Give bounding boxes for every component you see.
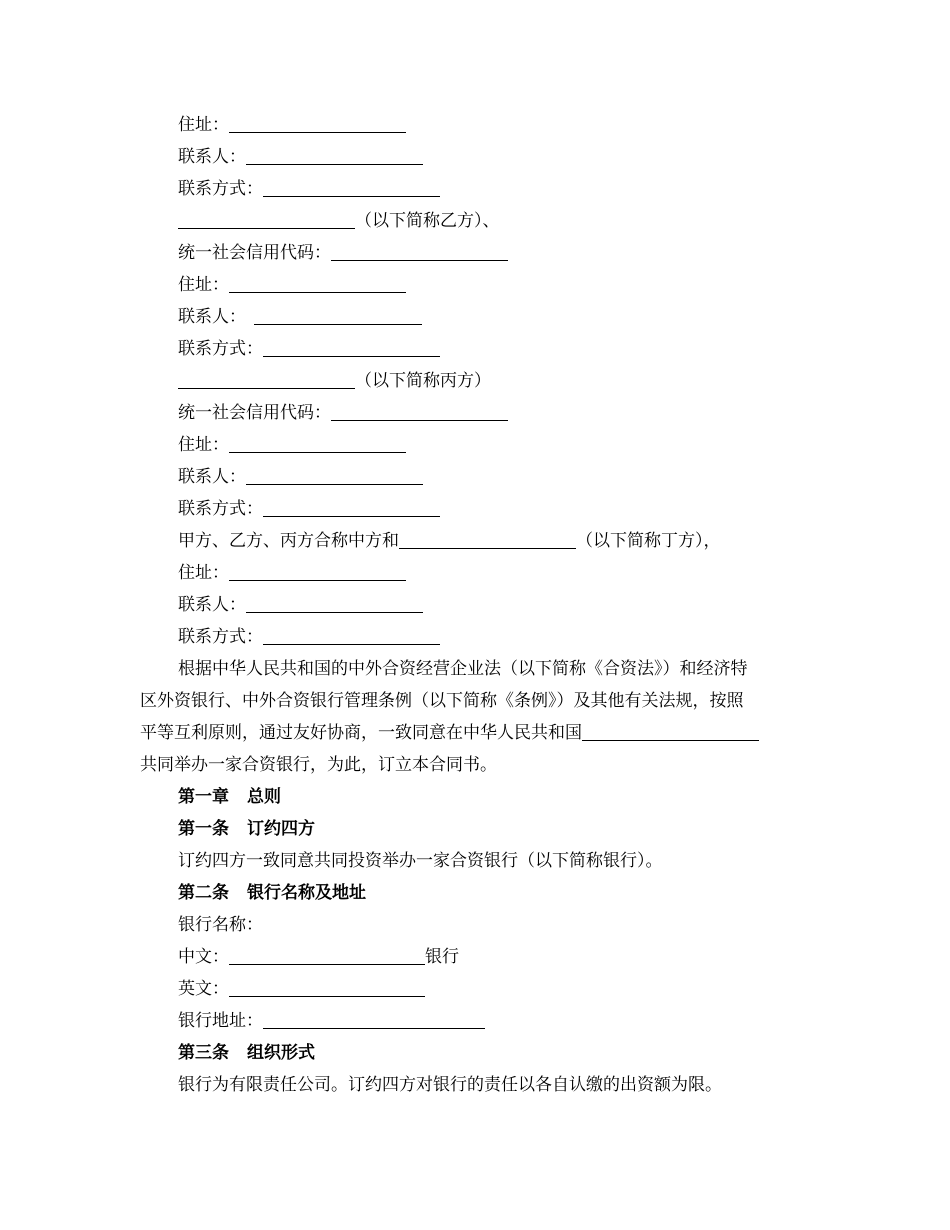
party-bing-credit-line xyxy=(178,401,508,425)
contact-blank[interactable] xyxy=(246,466,423,485)
phone-blank[interactable] xyxy=(263,498,440,517)
party-yi-name-blank[interactable] xyxy=(178,210,355,229)
cn-label: 中文： xyxy=(178,947,229,967)
contact-label: 联系人： xyxy=(178,595,246,615)
party-bing-contact-line xyxy=(178,465,423,489)
phone-label: 联系方式： xyxy=(178,499,263,519)
article-title: 订约四方 xyxy=(247,819,315,839)
party-yi-address-line xyxy=(178,273,406,297)
article-3-text: 银行为有限责任公司。订约四方对银行的责任以各自认缴的出资额为限。 xyxy=(178,1075,722,1095)
phone-label: 联系方式： xyxy=(178,627,263,647)
party-bing-name-blank[interactable] xyxy=(178,370,355,389)
article-title: 银行名称及地址 xyxy=(247,883,366,903)
cn-suffix: 银行 xyxy=(425,947,459,967)
preamble-line-4: 共同举办一家合资银行，为此，订立本合同书。 xyxy=(140,755,497,775)
phone-blank[interactable] xyxy=(263,338,440,357)
party-ding-suffix: （以下简称丁方）， xyxy=(576,531,721,551)
party-b-contact-line xyxy=(178,145,423,169)
address-blank[interactable] xyxy=(229,562,406,581)
party-ding-prefix: 甲方、乙方、丙方合称中方和 xyxy=(178,531,399,551)
party-yi-suffix: （以下简称乙方）、 xyxy=(355,211,500,231)
party-bing-phone-line xyxy=(178,497,440,521)
party-b-phone-line xyxy=(178,177,440,201)
phone-blank[interactable] xyxy=(263,178,440,197)
party-bing-name-line xyxy=(178,369,491,393)
preamble-line-1: 根据中华人民共和国的中外合资经营企业法（以下简称《合资法》）和经济特 xyxy=(178,659,748,679)
party-bing-suffix: （以下简称丙方） xyxy=(355,371,491,391)
credit-code-label: 统一社会信用代码： xyxy=(178,403,331,423)
bank-name-en-line xyxy=(178,977,425,1001)
credit-code-label: 统一社会信用代码： xyxy=(178,243,331,263)
contact-blank[interactable] xyxy=(246,594,423,613)
article-number: 第二条 xyxy=(178,883,229,903)
party-ding-phone-line xyxy=(178,625,440,649)
article-number: 第三条 xyxy=(178,1043,229,1063)
party-ding-name-blank[interactable] xyxy=(399,530,576,549)
contact-label: 联系人： xyxy=(178,467,246,487)
bank-address-label: 银行地址： xyxy=(178,1011,263,1031)
bank-address-blank[interactable] xyxy=(263,1010,485,1029)
bank-name-cn-blank[interactable] xyxy=(229,946,425,965)
address-blank[interactable] xyxy=(229,274,406,293)
contact-blank[interactable] xyxy=(254,306,422,325)
phone-blank[interactable] xyxy=(263,626,440,645)
chapter-1-heading xyxy=(178,785,281,809)
article-3-heading xyxy=(178,1041,315,1065)
contact-label: 联系人： xyxy=(178,307,246,327)
bank-name-en-blank[interactable] xyxy=(229,978,425,997)
article-2-heading xyxy=(178,881,366,905)
en-label: 英文： xyxy=(178,979,229,999)
preamble-line-3-text: 平等互利原则，通过友好协商，一致同意在中华人民共和国 xyxy=(140,723,582,743)
party-ding-intro-line xyxy=(178,529,721,553)
address-label: 住址： xyxy=(178,435,229,455)
address-blank[interactable] xyxy=(229,434,406,453)
phone-label: 联系方式： xyxy=(178,339,263,359)
party-ding-contact-line xyxy=(178,593,423,617)
bank-address-line xyxy=(178,1009,485,1033)
article-1-heading xyxy=(178,817,315,841)
preamble-line-2: 区外资银行、中外合资银行管理条例（以下简称《条例》）及其他有关法规，按照 xyxy=(140,691,744,711)
article-number: 第一条 xyxy=(178,819,229,839)
party-yi-contact-line xyxy=(178,305,422,329)
party-ding-address-line xyxy=(178,561,406,585)
bank-name-cn-line xyxy=(178,945,459,969)
chapter-number: 第一章 xyxy=(178,787,229,807)
preamble-line-3 xyxy=(140,721,759,745)
article-title: 组织形式 xyxy=(247,1043,315,1063)
address-label: 住址： xyxy=(178,115,229,135)
credit-code-blank[interactable] xyxy=(331,242,508,261)
address-label: 住址： xyxy=(178,563,229,583)
contact-blank[interactable] xyxy=(246,146,423,165)
address-blank[interactable] xyxy=(229,114,406,133)
party-bing-address-line xyxy=(178,433,406,457)
article-1-text: 订约四方一致同意共同投资举办一家合资银行（以下简称银行）。 xyxy=(178,851,663,871)
party-yi-phone-line xyxy=(178,337,440,361)
address-label: 住址： xyxy=(178,275,229,295)
location-blank[interactable] xyxy=(582,722,759,741)
credit-code-blank[interactable] xyxy=(331,402,508,421)
party-b-address-line xyxy=(178,113,406,137)
phone-label: 联系方式： xyxy=(178,179,263,199)
party-yi-name-line xyxy=(178,209,500,233)
contact-label: 联系人： xyxy=(178,147,246,167)
party-yi-credit-line xyxy=(178,241,508,265)
chapter-title: 总则 xyxy=(247,787,281,807)
bank-name-label: 银行名称： xyxy=(178,915,263,935)
